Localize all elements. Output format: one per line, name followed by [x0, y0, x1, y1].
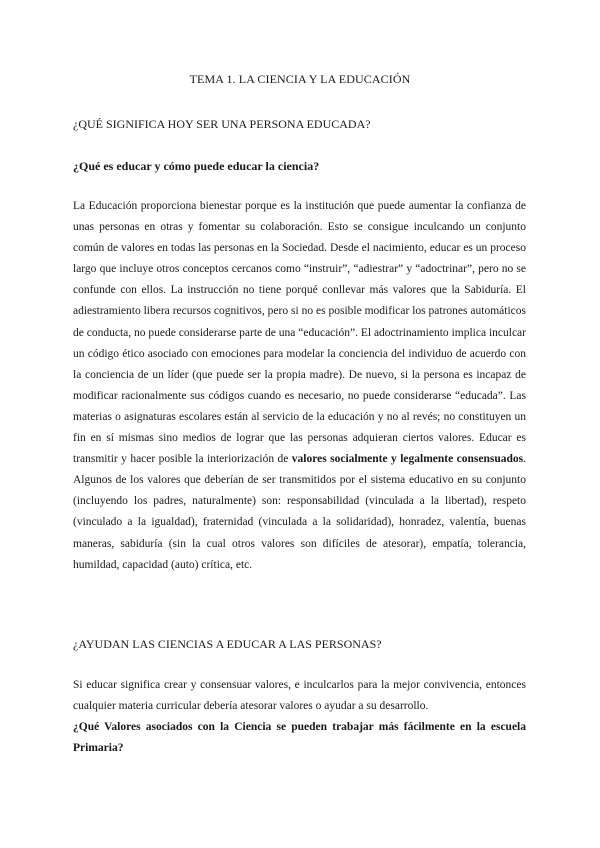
section1-paragraph-text-a: La Educación proporciona bienestar porque es la institución que puede aumentar la confianza de unas personas en otras y fomentar su colaboración. Esto se consigue inculcando un conjunto común de valores en todas las personas en la Sociedad. Desde el nacimiento, educar es un proceso largo que incluye otros conceptos cercanos como “instruir”, “adiestrar” y “adoctrinar”, pero no se confunde con ellos. La instrucción no tiene porqué conllevar más valores que la Sabiduría. El adiestramiento libera recursos cognitivos, pero si no es posible modificar los patrones automáticos de conducta, no puede considerarse parte de una “educación”. El adoctrinamiento implica inculcar un código ético asociado con emociones para modelar la conciencia del individuo de acuerdo con la conciencia de un líder (que puede ser la propia madre). De nuevo, si la persona es incapaz de modificar racionalmente sus códigos cuando es necesario, no puede considerarse “educada”. Las materias o asignaturas escolares están al servicio de la educación y no al revés; no constituyen un fin en sí mismas sino medios de lograr que las personas adquieran ciertos valores. Educar es transmitir y hacer posible la interiorización de [73, 200, 526, 466]
section1-paragraph [73, 196, 526, 576]
section1-heading: ¿QUÉ SIGNIFICA HOY SER UNA PERSONA EDUCADA? [73, 117, 371, 131]
document-title: TEMA 1. LA CIENCIA Y LA EDUCACIÓN [189, 72, 411, 86]
section1-subheading: ¿Qué es educar y cómo puede educar la ciencia? [73, 159, 320, 173]
section2-heading: ¿AYUDAN LAS CIENCIAS A EDUCAR A LAS PERSONAS? [73, 637, 382, 651]
section1-paragraph-text-b: . Algunos de los valores que deberían de ser transmitidos por el sistema educativo en su conjunto (incluyendo los padres, naturalmente) son: responsabilidad (vinculada a la libertad), respeto (vinculado a la igualdad), fraternidad (vinculada a la solidaridad), honradez, valentía, buenas maneras, sabiduría (sin la cual otros valores son difíciles de atesorar), empatía, tolerancia, humildad, capacidad (auto) crítica, etc. [73, 453, 526, 571]
section2-subheading: ¿Qué Valores asociados con la Ciencia se pueden trabajar más fácilmente en la escuela Primaria? [73, 721, 526, 754]
section2-paragraph: Si educar significa crear y consensuar valores, e inculcarlos para la mejor convivencia, entonces cualquier materia curricular debería atesorar valores o ayudar a su desarrollo. [73, 679, 526, 713]
section1-paragraph-bold: valores socialmente y legalmente consensuados [291, 453, 524, 466]
